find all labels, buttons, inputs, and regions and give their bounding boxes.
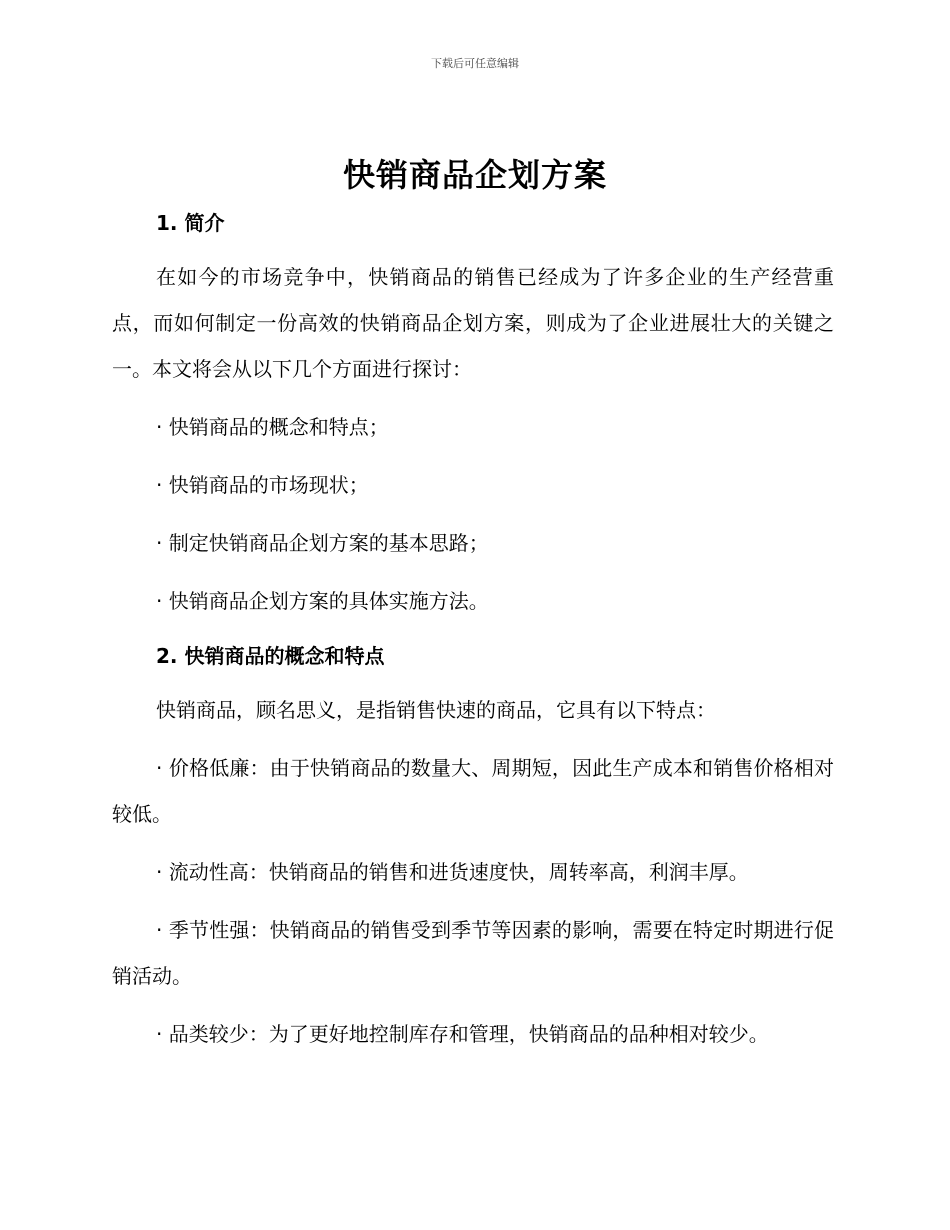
header-note: 下载后可任意编辑	[431, 57, 519, 70]
list-item: · 季节性强：快销商品的销售受到季节等因素的影响，需要在特定时期进行促销活动。	[112, 918, 834, 988]
list-item: · 流动性高：快销商品的销售和进货速度快，周转率高，利润丰厚。	[156, 860, 749, 884]
section-heading-concept: 2. 快销商品的概念和特点	[156, 644, 385, 668]
document-body	[112, 203, 834, 1057]
section-heading-intro: 1. 简介	[156, 211, 225, 235]
concept-paragraph: 快销商品，顾名思义，是指销售快速的商品，它具有以下特点：	[156, 698, 716, 722]
intro-paragraph: 在如今的市场竞争中，快销商品的销售已经成为了许多企业的生产经营重点，而如何制定一份高效的快销商品企划方案，则成为了企业进展壮大的关键之一。本文将会从以下几个方面进行探讨：	[112, 265, 834, 381]
list-item: · 快销商品企划方案的具体实施方法。	[156, 589, 489, 613]
list-item: · 快销商品的概念和特点；	[156, 415, 389, 439]
list-item: · 制定快销商品企划方案的基本思路；	[156, 531, 489, 555]
document-title: 快销商品企划方案	[342, 156, 607, 194]
list-item: · 品类较少：为了更好地控制库存和管理，快销商品的品种相对较少。	[156, 1022, 769, 1046]
list-item: · 快销商品的市场现状；	[156, 473, 369, 497]
list-item: · 价格低廉：由于快销商品的数量大、周期短，因此生产成本和销售价格相对较低。	[112, 756, 834, 826]
